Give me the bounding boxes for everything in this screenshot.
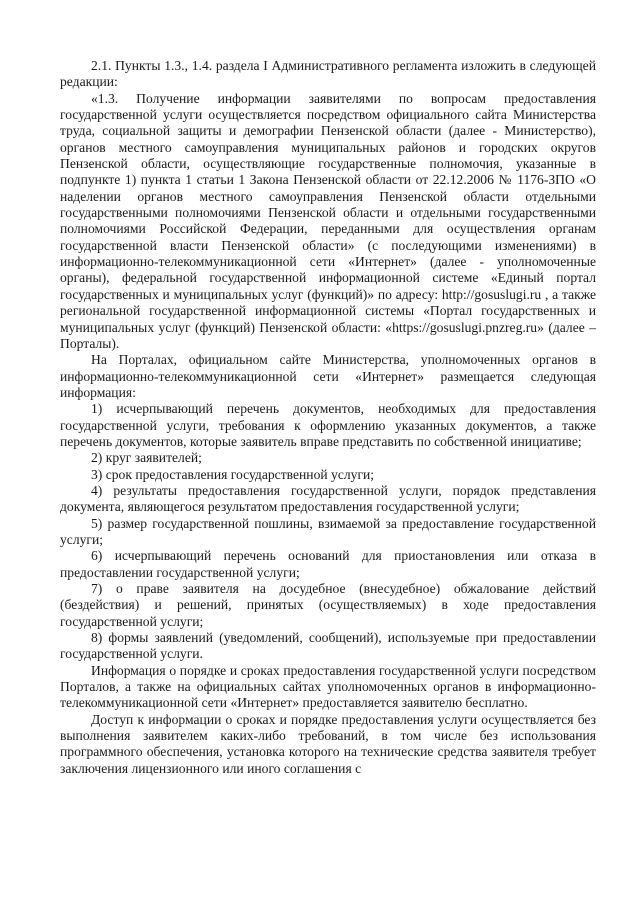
list-item-5: 5) размер государственной пошлины, взимаемой за предоставление государственной услуги; (60, 515, 596, 547)
list-item-4: 4) результаты предоставления государственной услуги, порядок представления документа, являющегося результатом предоставления государственной услуги; (60, 482, 596, 515)
paragraph-amendment-intro: 2.1. Пункты 1.3., 1.4. раздела I Административного регламента изложить в следующей редакции: (60, 58, 596, 90)
list-item-2: 2) круг заявителей; (91, 450, 202, 466)
paragraph-item-1-3: «1.3. Получение информации заявителями по вопросам предоставления государственной услуги осуществляется посредством официального сайта Министерства труда, социальной защиты и демографии Пензенской области (далее - Министерство), органов местного самоуправления муниципальных районов и городских округов Пензенской области, осуществляющие государственные полномочия, указанные в подпункте 1) пункта 1 статьи 1 Закона Пензенской области от 22.12.2006 № 1176-ЗПО «О наделении органов местного самоуправления Пензенской области отдельными государственными полномочиями Пензенской области и отдельными государственными полномочиями Российской Федерации, переданными для осуществления органам государственной власти Пензенской области» (с последующими изменениями) в информационно-телекоммуникационной сети «Интернет» (далее - уполномоченные органы), федеральной государственной информационной системе «Единый портал государственных и муниципальных услуг (функций)» по адресу: http://gosuslugi.ru , а также региональной государственной информационной системы «Портал государственных и муниципальных услуг (функций) Пензенской области: «https://gosuslugi.pnzreg.ru» (далее – Порталы). (60, 90, 596, 351)
list-item-7: 7) о праве заявителя на досудебное (внесудебное) обжалование действий (бездействия) и решений, принятых (осуществляемых) в ходе предоставления государственной услуги; (60, 581, 596, 629)
paragraph-portals-info: На Порталах, официальном сайте Министерства, уполномоченных органов в информационно-телекоммуникационной сети «Интернет» размещается следующая информация: (60, 352, 596, 400)
list-item-8: 8) формы заявлений (уведомлений, сообщений), используемые при предоставлении государственной услуги. (60, 630, 596, 662)
paragraph-free-info: Информация о порядке и сроках предоставления государственной услуги посредством Порталов, а также на официальных сайтах уполномоченных органов в информационно-телекоммуникационной сети «Интернет» предоставляется заявителю бесплатно. (60, 662, 596, 711)
paragraph-access: Доступ к информации о сроках и порядке предоставления услуги осуществляется без выполнения заявителем каких-либо требований, в том числе без использования программного обеспечения, установка которого на технические средства заявителя требует заключения лицензионного или иного соглашения с (60, 711, 596, 776)
list-item-1: 1) исчерпывающий перечень документов, необходимых для предоставления государственной услуги, требования к оформлению указанных документов, а также перечень документов, которые заявитель вправе представить по собственной инициативе; (60, 401, 596, 449)
list-item-6: 6) исчерпывающий перечень оснований для приостановления или отказа в предоставлении государственной услуги; (60, 548, 596, 580)
list-item-3: 3) срок предоставления государственной услуги; (91, 466, 375, 482)
document-body (60, 58, 596, 777)
